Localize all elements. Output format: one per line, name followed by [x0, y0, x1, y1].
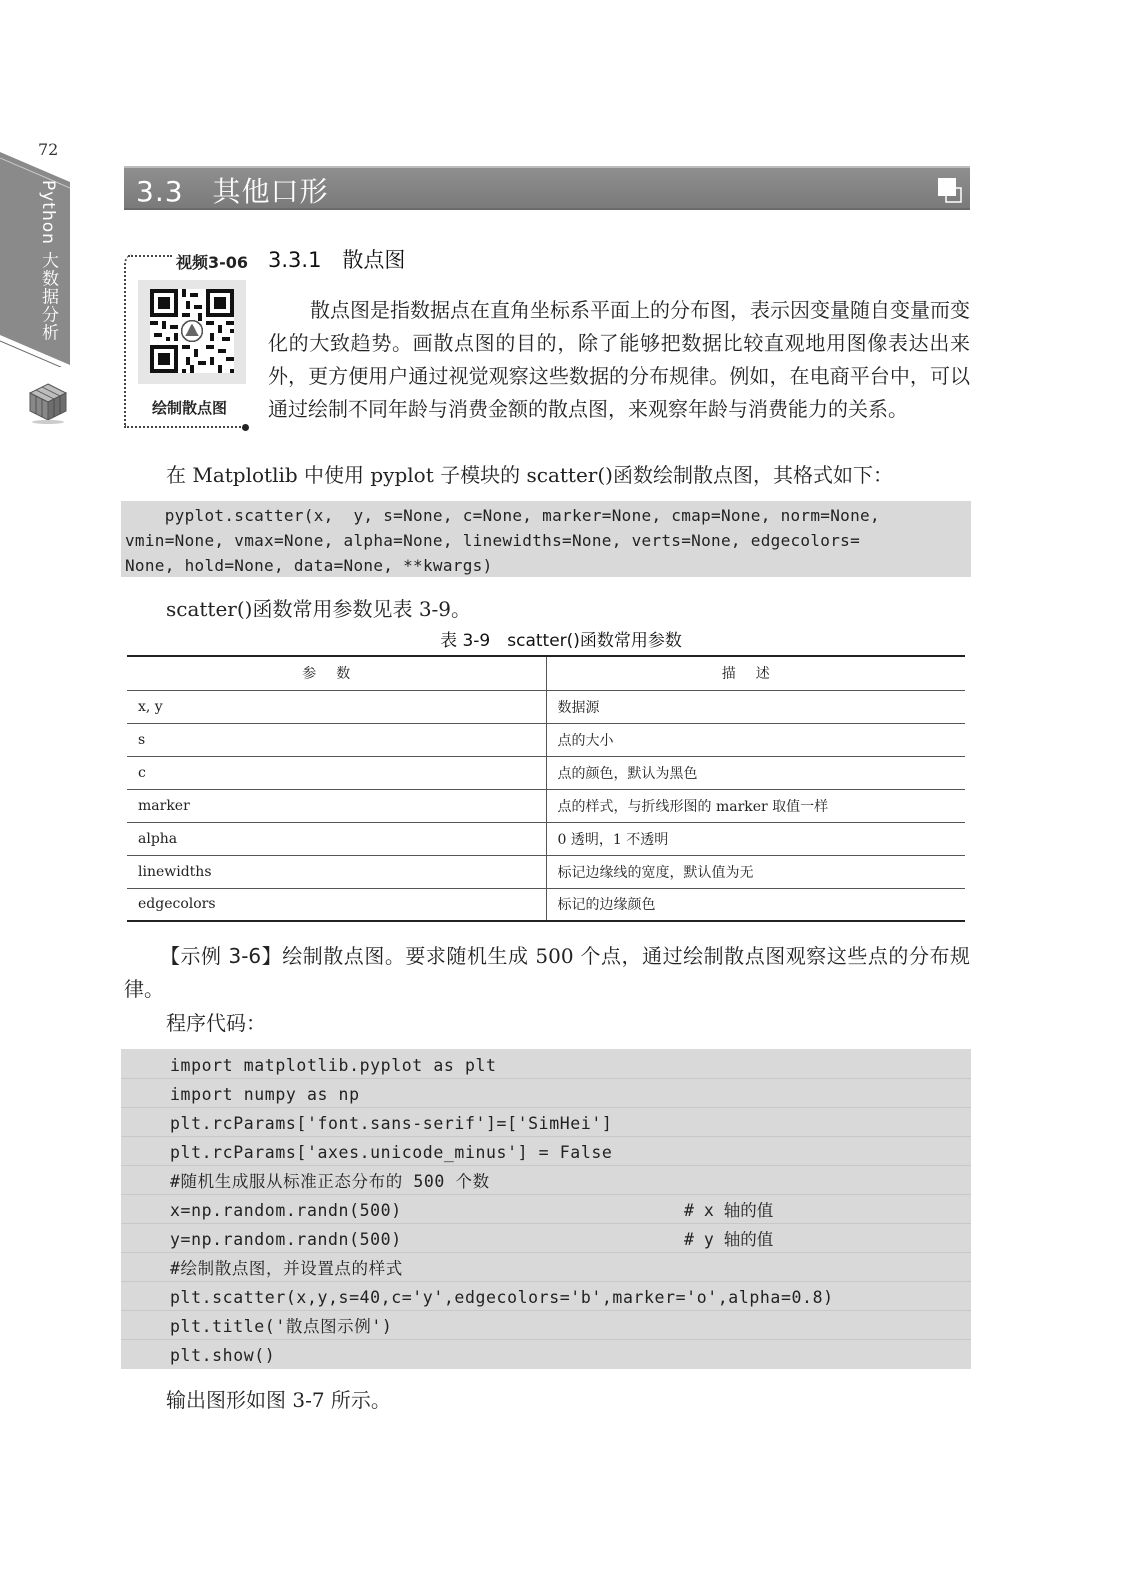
table-row — [127, 888, 965, 921]
code-line: plt.scatter(x,y,s=40,c='y',edgecolors='b',marker='o',alpha=0.8) — [170, 1288, 834, 1307]
table-cell-desc: 标记边缘线的宽度，默认值为无 — [546, 855, 965, 888]
video-label: 视频3-06 — [176, 253, 249, 272]
cube-icon — [26, 380, 70, 424]
table-cell-desc: 0 透明，1 不透明 — [546, 822, 965, 855]
code-line: plt.rcParams['font.sans-serif']=['SimHei'] — [170, 1114, 613, 1133]
intro-paragraph: 散点图是指数据点在直角坐标系平面上的分布图，表示因变量随自变量而变化的大致趋势。画散点图的目的，除了能够把数据比较直观地用图像表达出来外，更方便用户通过视觉观察这些数据的分布规律。例如，在电商平台中，可以通过绘制不同年龄与消费金额的散点图，来观察年龄与消费能力的关系。 — [268, 298, 970, 421]
output-paragraph: 输出图形如图 3-7 所示。 — [166, 1388, 391, 1412]
table-caption: 表 3-9 scatter()函数常用参数 — [440, 631, 682, 651]
code-line: import numpy as np — [170, 1085, 360, 1104]
table-cell-param: alpha — [127, 822, 546, 855]
code-line: plt.rcParams['axes.unicode_minus'] = False — [170, 1143, 613, 1162]
video-caption: 绘制散点图 — [152, 399, 228, 417]
code-line: x=np.random.randn(500) — [170, 1201, 402, 1220]
table-cell-param: edgecolors — [127, 888, 546, 921]
table-row — [127, 690, 965, 723]
table-row — [127, 822, 965, 855]
format-paragraph: 在 Matplotlib 中使用 pyplot 子模块的 scatter()函数绘制散点图，其格式如下： — [166, 463, 893, 487]
code-line: plt.show() — [170, 1346, 276, 1365]
video-box-end-dot — [242, 424, 249, 431]
table-cell-desc: 点的颜色，默认为黑色 — [546, 756, 965, 789]
signature-line: pyplot.scatter(x, y, s=None, c=None, marker=None, cmap=None, norm=None, — [125, 506, 880, 525]
table-row — [127, 789, 965, 822]
example-code-block — [121, 1049, 971, 1369]
table-cell-param: linewidths — [127, 855, 546, 888]
signature-line: vmin=None, vmax=None, alpha=None, linewidths=None, verts=None, edgecolors= — [125, 531, 861, 550]
square-corner-icon — [936, 176, 964, 204]
side-title: Python 大数据分析 — [38, 180, 58, 342]
table-cell-param: s — [127, 723, 546, 756]
table-row — [127, 855, 965, 888]
code-line: y=np.random.randn(500) — [170, 1230, 402, 1249]
example-tag: 【示例 3-6】 — [160, 944, 283, 968]
signature-line: None, hold=None, data=None, **kwargs) — [125, 556, 493, 575]
code-inline-comment: # x 轴的值 — [684, 1201, 774, 1220]
example-paragraph — [124, 940, 970, 1006]
table-header-desc: 描述 — [546, 656, 965, 690]
table-cell-desc: 标记的边缘颜色 — [546, 888, 965, 921]
table-header-param: 参数 — [127, 656, 546, 690]
table-cell-param: c — [127, 756, 546, 789]
table-header-row — [127, 656, 965, 690]
code-comment-line: #随机生成服从标准正态分布的 500 个数 — [170, 1172, 490, 1191]
signature-code-block — [121, 501, 971, 577]
subsection-title: 3.3.1 散点图 — [268, 248, 406, 272]
table-row — [127, 756, 965, 789]
code-line: plt.title('散点图示例') — [170, 1317, 393, 1336]
page-number: 72 — [38, 140, 59, 159]
table-cell-desc: 数据源 — [546, 690, 965, 723]
video-box-top-line — [128, 255, 172, 257]
side-tab — [0, 152, 70, 367]
code-inline-comment: # y 轴的值 — [684, 1230, 774, 1249]
table-cell-desc: 点的样式，与折线形图的 marker 取值一样 — [546, 789, 965, 822]
table-row — [127, 723, 965, 756]
code-line: import matplotlib.pyplot as plt — [170, 1056, 497, 1075]
params-table — [127, 655, 965, 922]
qr-code-icon[interactable] — [138, 280, 246, 384]
table-cell-param: x, y — [127, 690, 546, 723]
section-title: 3.3 其他口形 — [136, 175, 329, 208]
example-text: 绘制散点图。要求随机生成 500 个点，通过绘制散点图观察这些点的分布规律。 — [124, 944, 970, 1001]
section-banner — [124, 166, 970, 210]
program-label: 程序代码： — [166, 1011, 266, 1035]
table-cell-desc: 点的大小 — [546, 723, 965, 756]
table-cell-param: marker — [127, 789, 546, 822]
code-comment-line: #绘制散点图，并设置点的样式 — [170, 1259, 403, 1278]
table-intro-paragraph: scatter()函数常用参数见表 3-9。 — [166, 597, 472, 621]
